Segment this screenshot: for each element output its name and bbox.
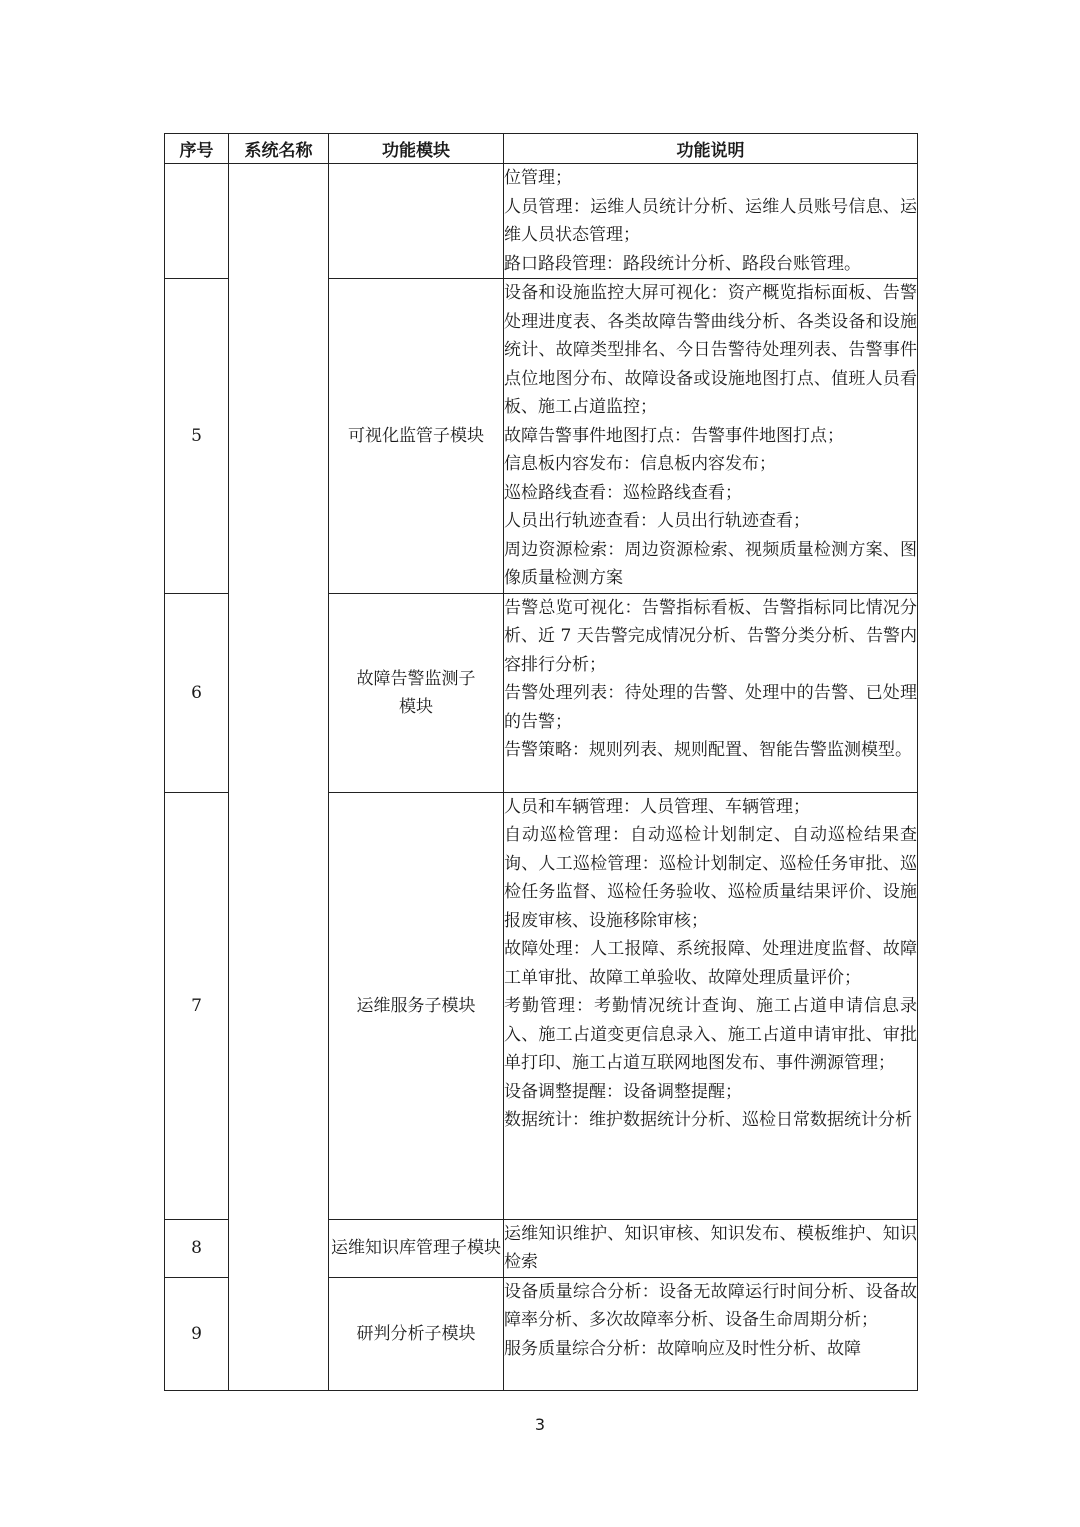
header-function-module: 功能模块 [329,134,504,164]
description-line: 设备调整提醒：设备调整提醒； [504,1081,742,1102]
row-number: 6 [165,593,229,792]
description-line: 设备质量综合分析：设备无故障运行时间分析、设备故障率分析、多次故障率分析、设备生命周期分析； [504,1281,917,1330]
system-name-cell [229,164,329,1391]
module-name [329,593,504,792]
description-line: 服务质量综合分析：故障响应及时性分析、故障 [504,1338,861,1359]
description-line: 设备和设施监控大屏可视化：资产概览指标面板、告警处理进度表、各类故障告警曲线分析、各类设备和设施统计、故障类型排名、今日告警待处理列表、告警事件点位地图分布、故障设备或设施地图打点、值班人员看板、施工占道监控； [504,283,917,417]
row-number: 8 [165,1219,229,1277]
description-line: 信息板内容发布：信息板内容发布； [504,454,776,474]
description-cell [504,164,918,279]
description-cell [504,1277,918,1390]
row-number [165,164,229,279]
description-line: 人员出行轨迹查看：人员出行轨迹查看； [504,511,810,531]
description-line: 告警总览可视化：告警指标看板、告警指标同比情况分析、近 7 天告警完成情况分析、告警分类分析、告警内容排行分析； [504,597,917,675]
description-line: 巡检路线查看：巡检路线查看； [504,482,742,503]
description-line: 故障告警事件地图打点：告警事件地图打点； [504,425,844,446]
description-cell [504,1219,918,1277]
module-name-text: 运维知识库管理子模块 [331,1238,501,1258]
description-line: 周边资源检索：周边资源检索、视频质量检测方案、图像质量检测方案 [504,539,917,588]
description-line: 自动巡检管理：自动巡检计划制定、自动巡检结果查询、人工巡检管理：巡检计划制定、巡检任务审批、巡检任务监督、巡检任务验收、巡检质量结果评价、设施报废审核、设施移除审核； [504,825,917,931]
row-number: 7 [165,792,229,1219]
header-function-description: 功能说明 [504,134,918,164]
module-name-text: 故障告警监测子模块 [356,668,476,717]
description-line: 数据统计：维护数据统计分析、巡检日常数据统计分析 [504,1110,912,1130]
module-name: 运维服务子模块 [329,792,504,1219]
function-spec-table [164,133,918,1391]
description-line: 运维知识维护、知识审核、知识发布、模板维护、知识检索 [504,1223,917,1272]
table-row [165,164,918,279]
description-line: 人员管理：运维人员统计分析、运维人员账号信息、运维人员状态管理； [504,196,917,245]
row-number: 5 [165,279,229,594]
description-line: 告警处理列表：待处理的告警、处理中的告警、已处理的告警； [504,683,917,732]
page-number: 3 [534,1415,546,1434]
description-line: 人员和车辆管理：人员管理、车辆管理； [504,796,810,817]
header-system-name: 系统名称 [229,134,329,164]
module-name [329,1219,504,1277]
row-number: 9 [165,1277,229,1390]
description-line: 路口路段管理：路段统计分析、路段台账管理。 [504,253,861,274]
description-line: 考勤管理：考勤情况统计查询、施工占道申请信息录入、施工占道变更信息录入、施工占道申请审批、审批单打印、施工占道互联网地图发布、事件溯源管理； [504,996,917,1073]
description-cell [504,279,918,594]
description-cell [504,593,918,792]
table-header-row [165,134,918,164]
header-number: 序号 [165,134,229,164]
module-name [329,164,504,279]
description-cell [504,792,918,1219]
module-name: 可视化监管子模块 [329,279,504,594]
description-line: 故障处理：人工报障、系统报障、处理进度监督、故障工单审批、故障工单验收、故障处理质量评价； [504,939,917,988]
module-name: 研判分析子模块 [329,1277,504,1390]
description-line: 位管理； [504,168,572,188]
description-line: 告警策略：规则列表、规则配置、智能告警监测模型。 [504,740,912,760]
